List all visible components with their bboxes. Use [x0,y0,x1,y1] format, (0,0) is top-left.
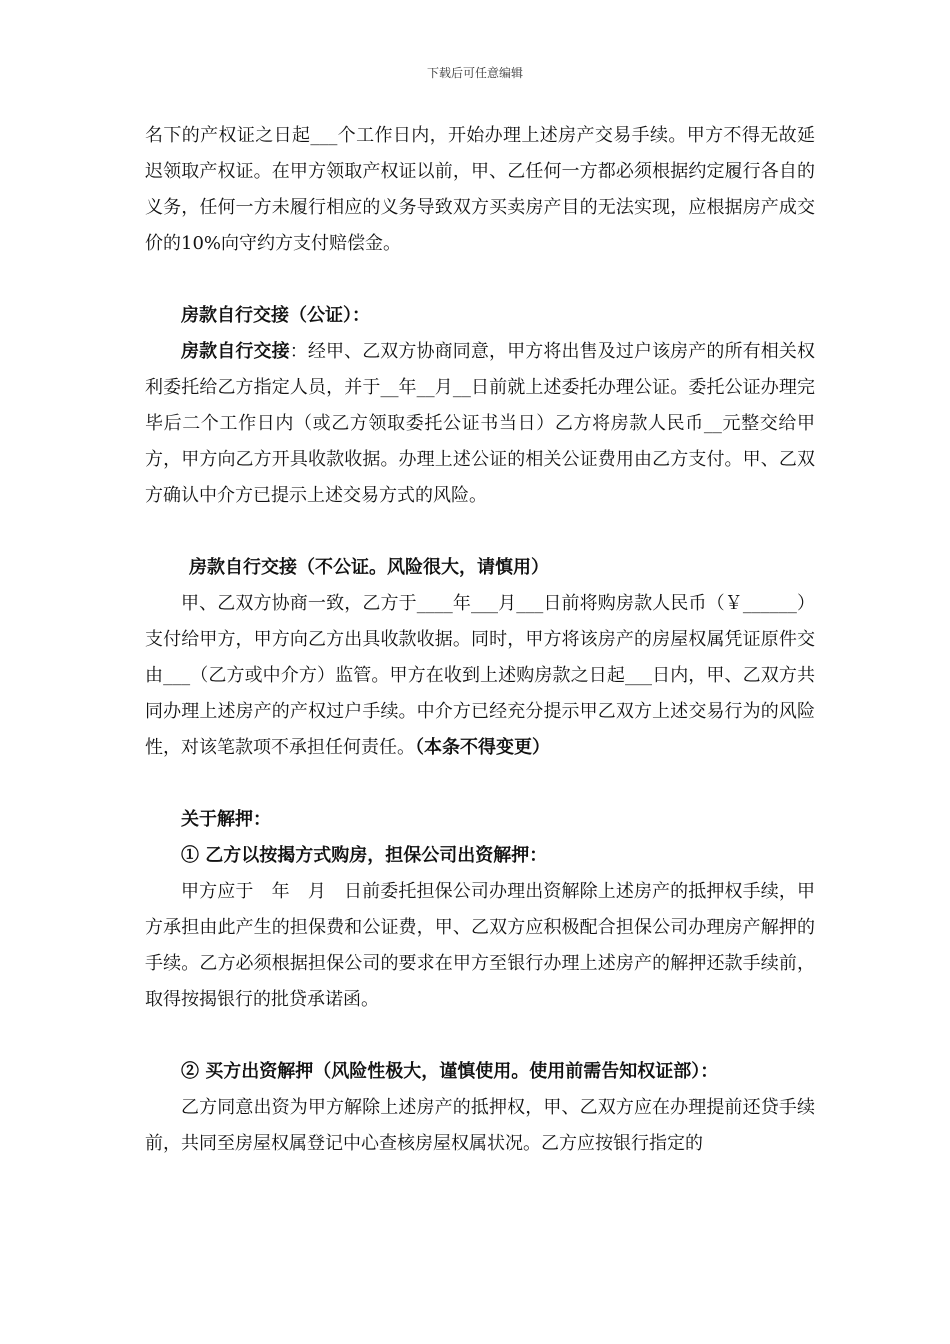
note-text: （本条不得变更） [415,737,550,758]
section-heading-not-notarized: 房款自行交接（不公证。风险很大，请慎用） [189,557,549,578]
paragraph-not-notarized [145,586,815,766]
section-heading-release-mortgage: 关于解押： [181,809,271,830]
section-heading-notarized: 房款自行交接（公证）： [181,305,370,326]
document-body [145,118,815,1162]
subsection-heading-guarantee: ① 乙方以按揭方式购房，担保公司出资解押： [181,845,548,866]
paragraph-buyer-funded: 乙方同意出资为甲方解除上述房产的抵押权，甲、乙双方应在办理提前还贷手续前，共同至房屋权属登记中心查核房屋权属状况。乙方应按银行指定的 [145,1097,815,1154]
paragraph-notarized [145,334,815,514]
page-header: 下载后可任意编辑 [426,66,523,80]
body-text: 甲、乙双方协商一致，乙方于____年___月___日前将购房款人民币（￥______）支付给甲方，甲方向乙方出具收款收据。同时，甲方将该房产的房屋权属凭证原件交由___（乙方或中介方）监管。甲方在收到上述购房款之日起___日内，甲、乙双方共同办理上述房产的产权过户手续。中介方已经充分提示甲乙双方上述交易行为的风险性，对该笔款项不承担任何责任。 [145,593,815,758]
body-text: ：经甲、乙双方协商同意，甲方将出售及过户该房产的所有相关权利委托给乙方指定人员，并于__年__月__日前就上述委托办理公证。委托公证办理完毕后二个工作日内（或乙方领取委托公证书当日）乙方将房款人民币__元整交给甲方，甲方向乙方开具收款收据。办理上述公证的相关公证费用由乙方支付。甲、乙双方确认中介方已提示上述交易方式的风险。 [145,341,816,506]
subsection-heading-buyer-funded: ② 买方出资解押（风险性极大，谨慎使用。使用前需告知权证部）： [181,1061,719,1082]
lead-text: 房款自行交接 [181,341,290,362]
paragraph-guarantee: 甲方应于 年 月 日前委托担保公司办理出资解除上述房产的抵押权手续，甲方承担由此产生的担保费和公证费，甲、乙双方应积极配合担保公司办理房产解押的手续。乙方必须根据担保公司的要求在甲方至银行办理上述房产的解押还款手续前，取得按揭银行的批贷承诺函。 [145,881,815,1010]
paragraph-property-certificate: 名下的产权证之日起___个工作日内，开始办理上述房产交易手续。甲方不得无故延迟领取产权证。在甲方领取产权证以前，甲、乙任何一方都必须根据约定履行各自的义务，任何一方未履行相应的义务导致双方买卖房产目的无法实现，应根据房产成交价的10%向守约方支付赔偿金。 [145,125,815,254]
